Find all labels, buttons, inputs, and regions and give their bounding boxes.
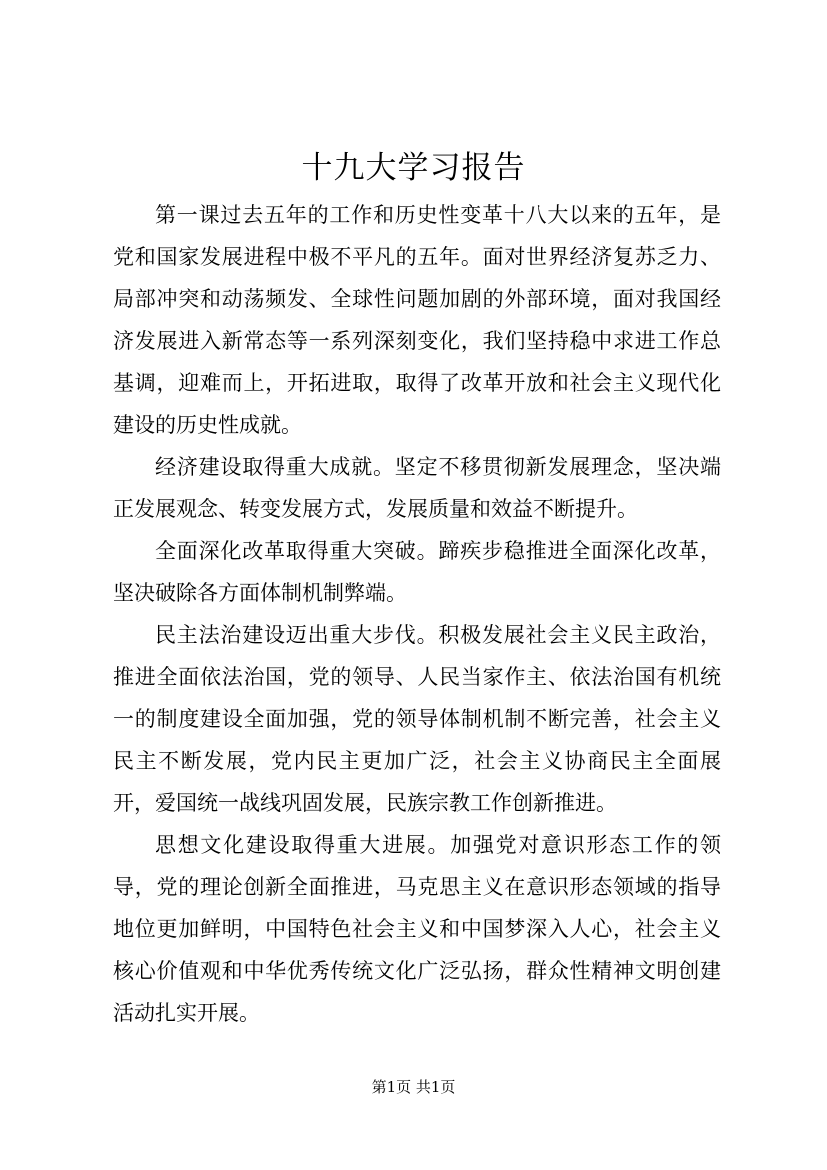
paragraph-economy: 经济建设取得重大成就。坚定不移贯彻新发展理念，坚决端正发展观念、转变发展方式，发展质量和效益不断提升。 — [113, 455, 721, 521]
document-body — [113, 194, 721, 1034]
document-title: 十九大学习报告 — [301, 150, 526, 186]
paragraph-culture: 思想文化建设取得重大进展。加强党对意识形态工作的领导，党的理论创新全面推进，马克思主义在意识形态领域的指导地位更加鲜明，中国特色社会主义和中国梦深入人心，社会主义核心价值观和中华优秀传统文化广泛弘扬，群众性精神文明创建活动扎实开展。 — [113, 833, 721, 1025]
page-footer: 第1页 共1页 — [371, 1078, 456, 1096]
paragraph-intro: 第一课过去五年的工作和历史性变革十八大以来的五年，是党和国家发展进程中极不平凡的五年。面对世界经济复苏乏力、局部冲突和动荡频发、全球性问题加剧的外部环境，面对我国经济发展进入新常态等一系列深刻变化，我们坚持稳中求进工作总基调，迎难而上，开拓进取，取得了改革开放和社会主义现代化建设的历史性成就。 — [113, 203, 721, 437]
paragraph-reform: 全面深化改革取得重大突破。蹄疾步稳推进全面深化改革，坚决破除各方面体制机制弊端。 — [113, 539, 721, 605]
paragraph-democracy: 民主法治建设迈出重大步伐。积极发展社会主义民主政治，推进全面依法治国，党的领导、人民当家作主、依法治国有机统一的制度建设全面加强，党的领导体制机制不断完善，社会主义民主不断发展，党内民主更加广泛，社会主义协商民主全面展开，爱国统一战线巩固发展，民族宗教工作创新推进。 — [113, 623, 721, 815]
